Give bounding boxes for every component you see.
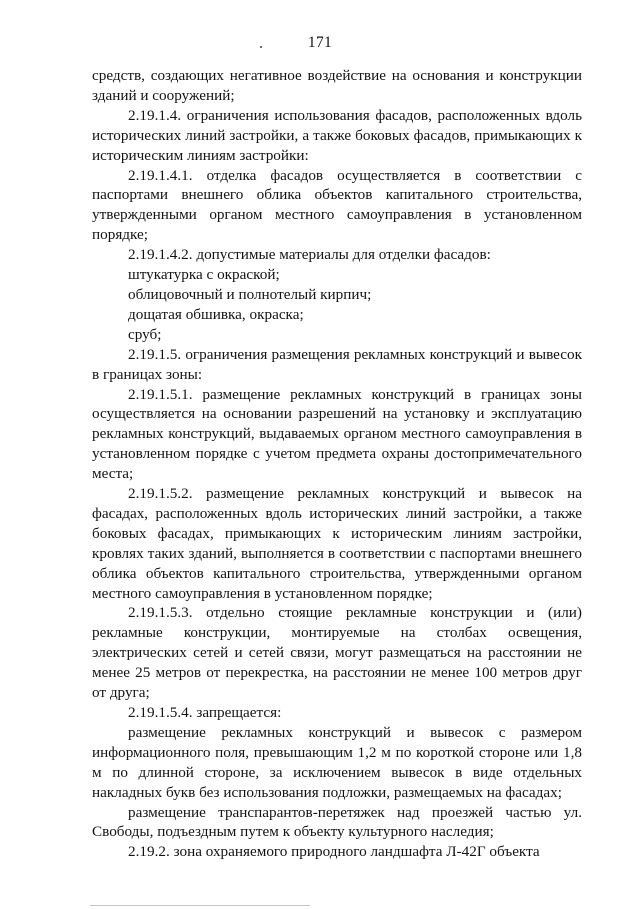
paragraph-2-19-1-5-3: 2.19.1.5.3. отдельно стоящие рекламные конструкции и (или) рекламные конструкции, монтируемые на столбах освещения, электрических сетей и сетей связи, могут размещаться на расстоянии не менее 25 метров от перекрестка, на расстоянии не менее 100 метров друг от друга;: [92, 604, 582, 702]
paragraph-2-19-2: 2.19.2. зона охраняемого природного ландшафта Л-42Г объекта: [128, 843, 540, 861]
prohibition-item-banners: размещение транспарантов-перетяжек над проезжей частью ул. Свободы, подъездным путем к объекту культурного наследия;: [92, 803, 582, 841]
page-number: 171: [307, 34, 333, 51]
paragraph-2-19-1-4-2: 2.19.1.4.2. допустимые материалы для отделки фасадов:: [128, 246, 491, 264]
list-item-log-frame: сруб;: [128, 325, 162, 343]
list-item-brick: облицовочный и полнотелый кирпич;: [128, 285, 372, 303]
prohibition-item-size: размещение рекламных конструкций и вывесок с размером информационного поля, превышающим 1,2 м по короткой стороне или 1,8 м по длинной стороне, за исключением вывесок в виде отдельных накладных букв без использования подложки, размещаемых на фасадах;: [92, 723, 582, 801]
paragraph-2-19-1-5-1: 2.19.1.5.1. размещение рекламных конструкций в границах зоны осуществляется на основании разрешений на установку и эксплуатацию рекламных конструкций, выдаваемых органом местного самоуправления в установленном порядке с учетом предмета охраны достопримечательного места;: [92, 385, 582, 483]
paragraph-2-19-1-4-1: 2.19.1.4.1. отделка фасадов осуществляется в соответствии с паспортами внешнего облика объектов капитального строительства, утвержденными органом местного самоуправления в установленном порядке;: [92, 166, 582, 244]
scan-speck: [260, 46, 262, 48]
paragraph-2-19-1-5: 2.19.1.5. ограничения размещения рекламных конструкций и вывесок в границах зоны:: [92, 345, 582, 383]
paragraph-continuation: средств, создающих негативное воздействие на основания и конструкции зданий и сооружений;: [92, 67, 582, 104]
paragraph-2-19-1-5-2: 2.19.1.5.2. размещение рекламных конструкций и вывесок на фасадах, расположенных вдоль исторических линий застройки, а также боковых фасадах, примыкающих к историческим линиям застройки, кровлях таких зданий, выполняется в соответствии с паспортами внешнего облика объектов капитального строительства, утвержденными органом местного самоуправления в установленном порядке;: [92, 485, 582, 602]
list-item-plank-siding: дощатая обшивка, окраска;: [128, 305, 304, 323]
paragraph-2-19-1-4: 2.19.1.4. ограничения использования фасадов, расположенных вдоль исторических линий застройки, а также боковых фасадов, примыкающих к историческим линиям застройки:: [92, 106, 582, 164]
list-item-plaster: штукатурка с окраской;: [128, 266, 280, 284]
paragraph-2-19-1-5-4: 2.19.1.5.4. запрещается:: [128, 704, 282, 721]
scan-edge-line: [90, 905, 310, 906]
document-body: [92, 66, 582, 862]
